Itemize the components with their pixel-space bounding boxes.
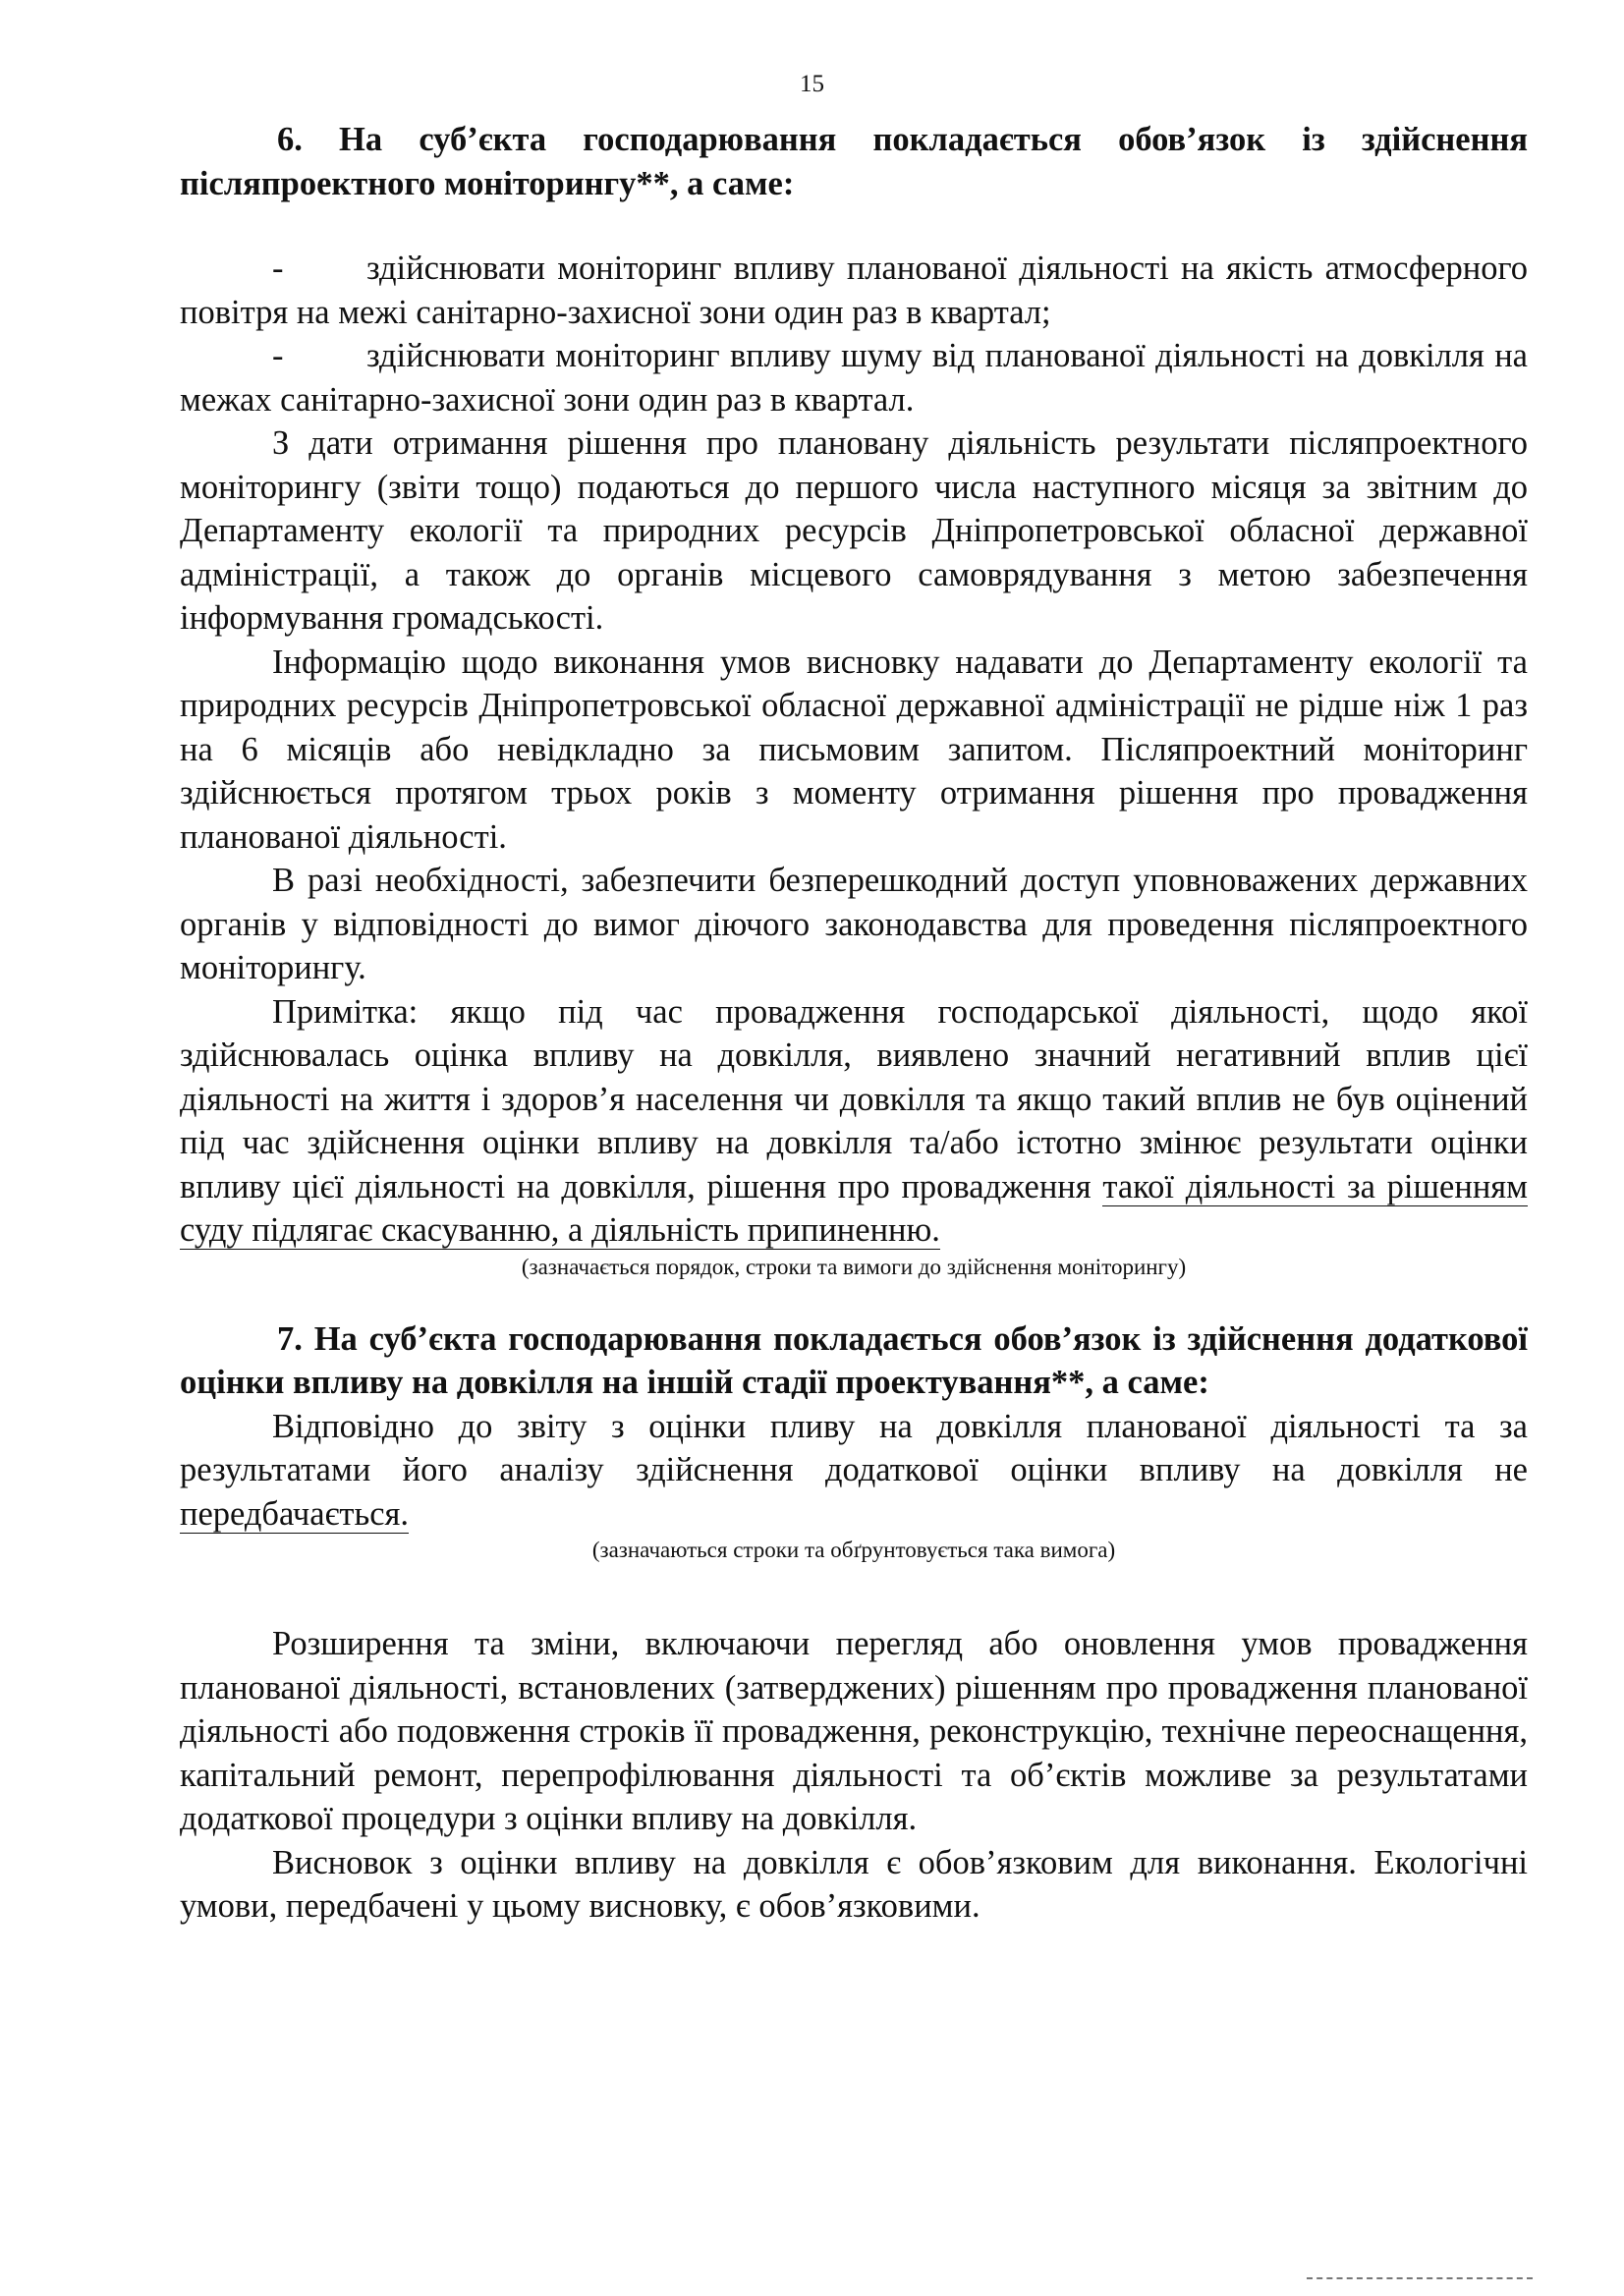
monitoring-bullet-air bbox=[180, 247, 1528, 334]
section-6-heading: 6. На суб’єкта господарювання покладається обов’язок із здійснення післяпроектного моніторингу**, а саме: bbox=[180, 121, 1528, 202]
monitoring-bullet-noise bbox=[180, 334, 1528, 421]
section-7-text bbox=[180, 1405, 1528, 1537]
bullet-text: здійснювати моніторинг впливу шуму від планованої діяльності на довкілля на межах санітарно-захисної зони один раз в квартал. bbox=[180, 337, 1528, 419]
reporting-paragraph: З дати отримання рішення про плановану діяльність результати післяпроектного моніторингу (звіти тощо) подаються до першого числа наступного місяця за звітним до Департаменту екології та природних ресурсів Дніпропетровської обласної державної адміністрації, а також до органів місцевого самоврядування з метою забезпечення інформування громадськості. bbox=[180, 424, 1528, 637]
closing-paragraph-changes: Розширення та зміни, включаючи перегляд або оновлення умов провадження планованої діяльності, встановлених (затверджених) рішенням про провадження планованої діяльності або подовження строків її провадження, реконструкцію, технічне переоснащення, капітальний ремонт, перепрофілювання діяльності та об’єктів можливе за результатами додаткової процедури з оцінки впливу на довкілля. bbox=[180, 1625, 1528, 1837]
bullet-dash: - bbox=[272, 337, 284, 374]
section-7-main-text: Відповідно до звіту з оцінки пливу на довкілля планованої діяльності та за результатами його аналізу здійснення додаткової оцінки впливу на довкілля не bbox=[180, 1407, 1528, 1488]
spacer bbox=[180, 205, 1528, 247]
access-paragraph: В разі необхідності, забезпечити безперешкодний доступ уповноважених державних органів у відповідності до вимог діючого законодавства для проведення післяпроектного моніторингу. bbox=[180, 862, 1528, 986]
section-7-heading: 7. На суб’єкта господарювання покладається обов’язок із здійснення додаткової оцінки впливу на довкілля на іншій стадії проектування**, а саме: bbox=[180, 1319, 1528, 1401]
note-paragraph bbox=[180, 990, 1528, 1253]
section-7-caption: (зазначаються строки та обґрунтовується така вимога) bbox=[591, 1538, 1116, 1562]
bullet-dash: - bbox=[272, 250, 284, 287]
note-text: Примітка: якщо під час провадження господарської діяльності, щодо якої здійснювалась оцінка впливу на довкілля, виявлено значний негативний вплив цієї діяльності на життя і здоров’я населення чи довкілля та якщо такий вплив не був оцінений під час здійснення оцінки впливу на довкілля та/або істотно змінює результати оцінки впливу цієї діяльності на довкілля, рішення про провадження bbox=[180, 992, 1528, 1205]
scan-footer-marks bbox=[1307, 2277, 1533, 2283]
document-body bbox=[180, 118, 1528, 1929]
spacer bbox=[180, 1565, 1528, 1622]
page-number: 15 bbox=[800, 71, 824, 97]
section-7-underlined-text: передбачається. bbox=[180, 1494, 410, 1533]
information-paragraph: Інформацію щодо виконання умов висновку надавати до Департаменту екології та природних ресурсів Дніпропетровської обласної державної адміністрації не рідше ніж 1 раз на 6 місяців або невідкладно за письмовим запитом. Післяпроектний моніторинг здійснюється протягом трьох років з моменту отримання рішення про провадження планованої діяльності. bbox=[180, 643, 1528, 856]
section-6-caption: (зазначається порядок, строки та вимоги до здійснення моніторингу) bbox=[521, 1254, 1187, 1279]
bullet-text: здійснювати моніторинг впливу планованої діяльності на якість атмосферного повітря на межі санітарно-захисної зони один раз в квартал; bbox=[180, 250, 1528, 331]
spacer bbox=[180, 1282, 1528, 1317]
closing-paragraph-binding: Висновок з оцінки впливу на довкілля є обов’язковим для виконання. Екологічні умови, передбачені у цьому висновку, є обов’язковими. bbox=[180, 1843, 1528, 1925]
note-underlined-text: такої діяльності за рішенням суду підлягає скасуванню, а діяльність припиненню. bbox=[180, 1167, 1528, 1249]
